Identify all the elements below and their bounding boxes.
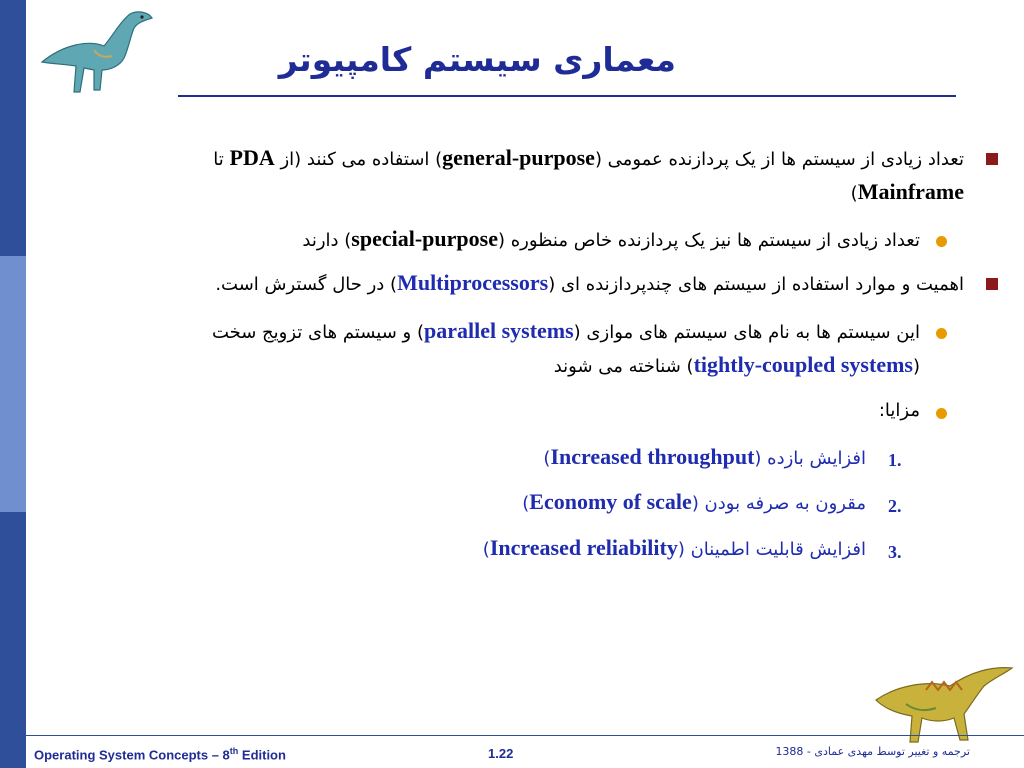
bullet-3-text-a: اهمیت و موارد استفاده از سیستم های چندپردازنده ای ( [548,274,964,295]
bullet-1-text-d: ) [850,183,858,204]
dinosaur-logo-bottom [866,660,1016,746]
bullet-2-text-b: ) دارند [302,230,352,251]
footer-book-title [34,746,286,762]
round-bullet-icon [936,236,947,247]
title-underline [178,95,956,97]
footer-edition-text: Edition [238,747,286,763]
slide-title: معماری سیستم کامپیوتر [278,40,676,79]
footer-book-title-text: Operating System Concepts – 8 [34,747,230,763]
advantage-1-close: ) [543,448,551,469]
bullet-2-text-a: تعداد زیادی از سیستم ها نیز یک پردازنده خاص منظوره ( [497,230,920,251]
advantage-3-number: 3. [888,542,902,562]
bullet-1-term-b: PDA [229,145,275,170]
bullet-4-text-c: ( [912,356,920,377]
left-sidebar-bar [0,0,26,768]
left-sidebar-light-segment [0,256,26,512]
footer-divider [26,735,1024,736]
bullet-4-term-b: tightly-coupled systems [693,352,913,377]
bullet-5-line [879,400,920,421]
advantage-1-term: Increased throughput [550,444,755,469]
advantages-label: مزایا: [878,400,920,421]
bullet-1-text-b: ) استفاده می کنند (از [274,149,443,170]
bullet-4-line-1 [212,318,920,344]
bullet-2-term: special-purpose [351,226,498,251]
bullet-4-text-a: این سیستم ها به نام های سیستم های موازی ( [573,322,920,343]
bullet-4-line-2 [554,352,920,378]
advantage-2-text: مقرون به صرفه بودن ( [691,493,866,514]
bullet-1-line-1 [213,145,964,171]
bullet-4-text-b: ) و سیستم های تزویج سخت [211,322,424,343]
page-number: 1.22 [488,746,514,761]
advantage-2-number: 2. [888,496,902,516]
bullet-3-line [215,270,964,296]
square-bullet-icon [986,278,998,290]
round-bullet-icon [936,328,947,339]
advantage-3-line [483,535,866,561]
bullet-1-line-2 [851,179,964,205]
bullet-4-text-d: ) شناخته می شوند [553,356,694,377]
advantage-3-term: Increased reliability [489,535,678,560]
bullet-4-term-a: parallel systems [423,318,574,343]
square-bullet-icon [986,153,998,165]
bullet-1-term-a: general-purpose [442,145,595,170]
advantage-2-term: Economy of scale [529,489,692,514]
advantage-3-close: ) [482,539,490,560]
footer-credit: ترجمه و تغییر توسط مهدی عمادی - 1388 [775,745,970,758]
advantage-3-text: افزایش قابلیت اطمینان ( [677,539,866,560]
round-bullet-icon [936,408,947,419]
bullet-3-term: Multiprocessors [397,270,549,295]
bullet-1-text-a: تعداد زیادی از سیستم ها از یک پردازنده عمومی ( [594,149,964,170]
advantage-2-close: ) [522,493,530,514]
advantage-2-line [522,489,866,515]
dinosaur-logo-top [34,4,162,98]
advantage-1-line [543,444,866,470]
advantage-1-number: 1. [888,450,902,470]
bullet-1-term-c: Mainframe [857,179,964,204]
footer-edition-superscript: th [229,746,239,756]
bullet-2-line [302,226,920,252]
bullet-1-text-c: تا [213,149,230,170]
advantage-1-text: افزایش بازده ( [754,448,866,469]
bullet-3-text-b: ) در حال گسترش است. [215,274,398,295]
